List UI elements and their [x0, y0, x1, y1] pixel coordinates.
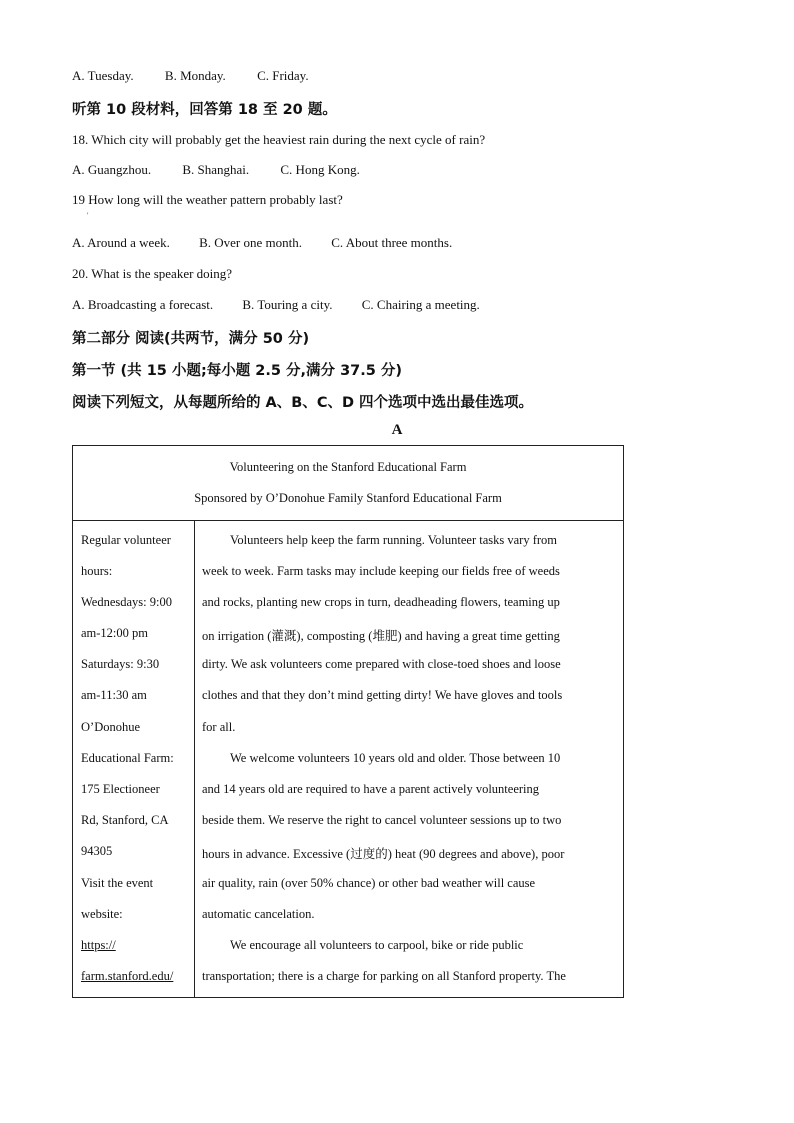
body-line: on irrigation (灌溉), composting (堆肥) and having a great time getting [202, 629, 560, 643]
q19-option-c: C. About three months. [331, 235, 453, 250]
q20-option-b: B. Touring a city. [242, 297, 333, 312]
info-line: 175 Electioneer [81, 782, 160, 796]
body-line: dirty. We ask volunteers come prepared with close-toed shoes and loose [202, 657, 561, 671]
q19-option-a: A. Around a week. [72, 235, 170, 250]
part2-title: 第二部分 阅读(共两节，满分 50 分) [72, 331, 310, 347]
q17-option-b: B. Monday. [164, 68, 226, 83]
passage-letter: A [391, 422, 403, 438]
body-line: and rocks, planting new crops in turn, deadheading flowers, teaming up [202, 595, 560, 609]
passage-header [73, 446, 623, 521]
q17-options [72, 68, 309, 84]
body-line: transportation; there is a charge for parking on all Stanford property. The [202, 969, 566, 983]
body-line: Volunteers help keep the farm running. Volunteer tasks vary from [230, 533, 558, 547]
q20-option-c: C. Chairing a meeting. [361, 297, 480, 312]
q19-option-b: B. Over one month. [199, 235, 302, 250]
body-line: We encourage all volunteers to carpool, bike or ride public [230, 938, 524, 952]
q18-option-a: A. Guangzhou. [72, 162, 152, 177]
body-line: beside them. We reserve the right to cancel volunteer sessions up to two [202, 813, 562, 827]
info-line: Rd, Stanford, CA [81, 813, 169, 827]
passage-table [72, 445, 624, 998]
info-line: Wednesdays: 9:00 [81, 595, 172, 609]
info-line: 94305 [81, 844, 113, 858]
body-line: week to week. Farm tasks may include keeping our fields free of weeds [202, 564, 560, 578]
body-line: We welcome volunteers 10 years old and older. Those between 10 [230, 751, 561, 765]
info-line: Regular volunteer [81, 533, 171, 547]
q19-question: 19 How long will the weather pattern probably last? [72, 192, 343, 207]
info-line: O’Donohue [81, 720, 141, 734]
q18-option-c: C. Hong Kong. [280, 162, 360, 177]
info-line: hours: [81, 564, 113, 578]
info-line: am-11:30 am [81, 688, 147, 702]
info-column [73, 520, 195, 998]
info-line: Visit the event [81, 876, 154, 890]
q20-options [72, 297, 480, 313]
q18-question: 18. Which city will probably get the heaviest rain during the next cycle of rain? [72, 132, 486, 147]
body-line: for all. [202, 720, 236, 734]
q17-option-a: A. Tuesday. [72, 68, 134, 83]
body-line: clothes and that they don’t mind getting dirty! We have gloves and tools [202, 688, 563, 702]
passage-title: Volunteering on the Stanford Educational Farm [229, 460, 467, 474]
info-line: am-12:00 pm [81, 626, 149, 640]
reading-instruction: 阅读下列短文，从每题所给的 A、B、C、D 四个选项中选出最佳选项。 [72, 395, 534, 411]
passage-subtitle: Sponsored by O’Donohue Family Stanford Educational Farm [194, 491, 502, 505]
body-line: hours in advance. Excessive (过度的) heat (90 degrees and above), poor [202, 847, 565, 861]
info-line: Educational Farm: [81, 751, 174, 765]
section1-title: 第一节 (共 15 小题;每小题 2.5 分,满分 37.5 分) [72, 363, 403, 379]
body-line: automatic cancelation. [202, 907, 315, 921]
part10-instruction: 听第 10 段材料，回答第 18 至 20 题。 [72, 102, 337, 118]
q20-question: 20. What is the speaker doing? [72, 266, 233, 281]
passage-body [202, 520, 622, 998]
q18-option-b: B. Shanghai. [182, 162, 250, 177]
body-line: air quality, rain (over 50% chance) or other bad weather will cause [202, 876, 536, 890]
info-line: Saturdays: 9:30 [81, 657, 160, 671]
q17-option-c: C. Friday. [257, 68, 309, 83]
q18-options [72, 162, 360, 178]
q20-option-a: A. Broadcasting a forecast. [72, 297, 214, 312]
website-link[interactable]: farm.stanford.edu/ [81, 969, 174, 983]
info-line: website: [81, 907, 123, 921]
website-link[interactable]: https:// [81, 938, 116, 952]
q19-options [72, 235, 452, 251]
stray-mark: ' [87, 211, 89, 220]
body-line: and 14 years old are required to have a parent actively volunteering [202, 782, 540, 796]
